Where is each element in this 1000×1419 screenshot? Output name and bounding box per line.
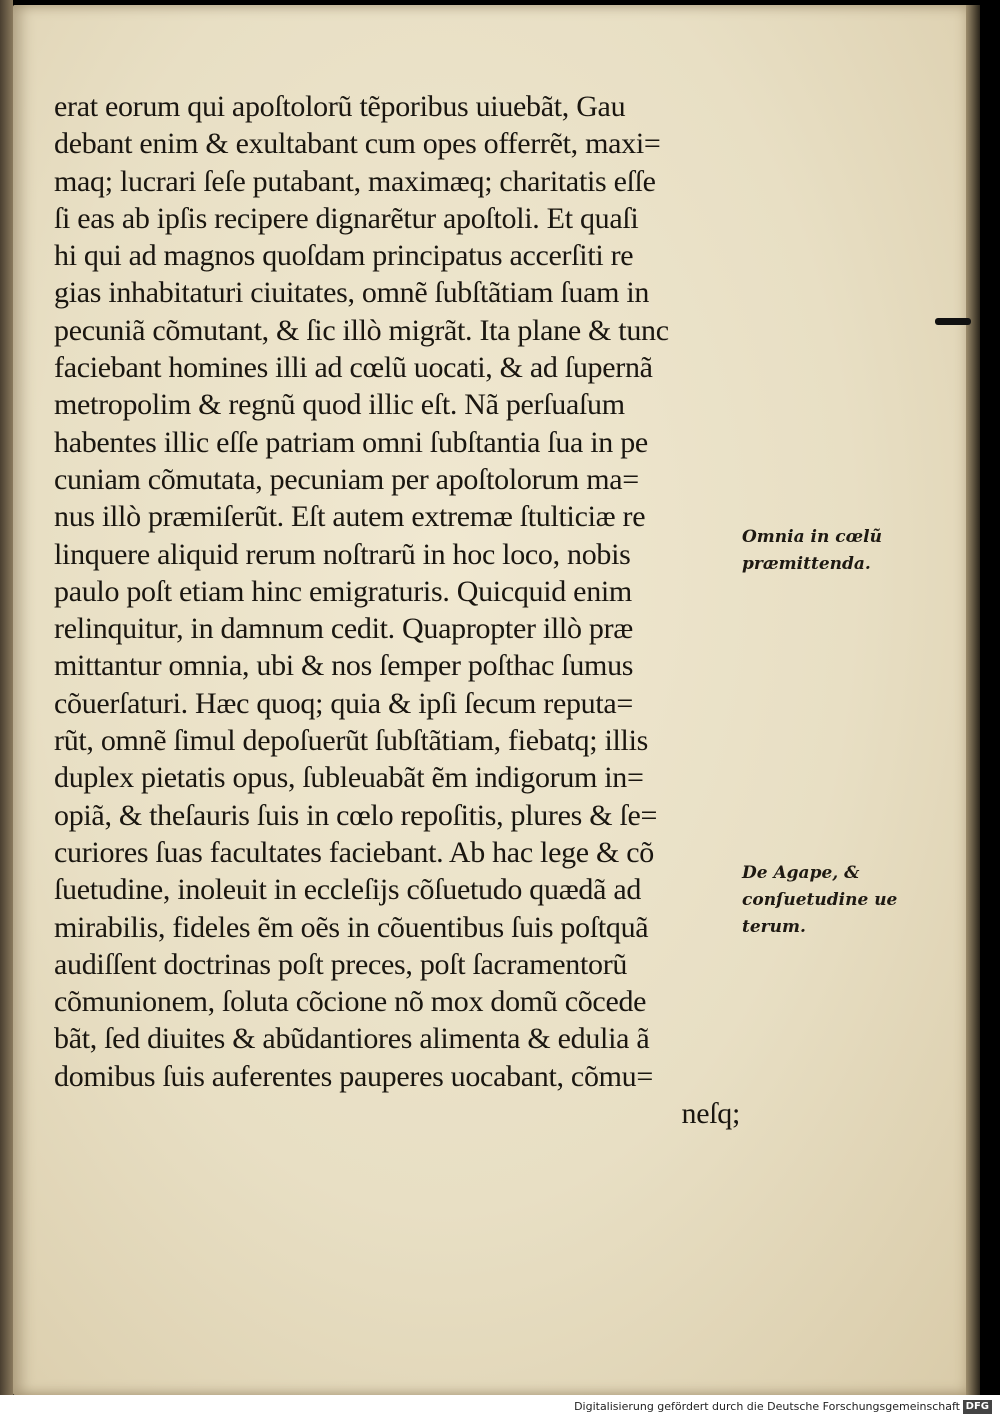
text-line: cuniam cõmutata, pecuniam per apoſtolorum ma= — [54, 462, 639, 496]
text-line: ſuetudine, inoleuit in eccleſijs cõſuetudo quædã ad — [54, 873, 642, 907]
text-line: erat eorum qui apoſtolorũ tẽporibus uiuebãt, Gau — [54, 90, 626, 123]
dfg-logo: DFG — [963, 1400, 992, 1414]
marginal-line: Omnia in cœlũ — [742, 527, 882, 547]
text-line: paulo poſt etiam hinc emigraturis. Quicquid enim — [54, 574, 632, 608]
marginal-note-agape — [742, 860, 897, 941]
catchword: neſq; — [681, 1097, 740, 1131]
page-edge-shadow — [966, 5, 980, 1395]
text-line: rũt, omnẽ ſimul depoſuerũt ſubſtãtiam, fiebatq; illis — [54, 724, 648, 758]
text-line: domibus ſuis auferentes pauperes uocabant, cõmu= — [54, 1059, 654, 1093]
text-line: cõuerſaturi. Hæc quoq; quia & ipſi ſecum reputa= — [54, 686, 634, 720]
book-cover-edge — [0, 0, 13, 1395]
marginal-line: conſuetudine ue — [742, 890, 898, 910]
main-text-block — [54, 88, 744, 1132]
text-line: cõmunionem, ſoluta cõcione nõ mox domũ cõcede — [54, 985, 647, 1019]
text-line: pecuniã cõmutant, & ſic illò migrãt. Ita plane & tunc — [54, 313, 669, 347]
marginal-line: præmittenda. — [742, 554, 871, 574]
text-line: curiores ſuas facultates faciebant. Ab hac lege & cõ — [54, 835, 654, 869]
text-line: ſi eas ab ipſis recipere dignarẽtur apoſtoli. Et quaſi — [54, 201, 639, 235]
text-line: faciebant homines illi ad cœlũ uocati, & ad ſupernã — [54, 351, 653, 385]
marginal-line: terum. — [742, 917, 806, 937]
text-line: duplex pietatis opus, ſubleuabãt ẽm indigorum in= — [54, 761, 644, 795]
text-line: gias inhabitaturi ciuitates, omnẽ ſubſtãtiam ſuam in — [54, 276, 650, 310]
text-line: maq; lucrari ſeſe putabant, maximæq; charitatis eſſe — [54, 164, 656, 198]
text-line: linquere aliquid rerum noſtrarũ in hoc loco, nobis — [54, 537, 631, 571]
text-line: metropolim & regnũ quod illic eſt. Nã perſuaſum — [54, 388, 625, 422]
text-line: habentes illic eſſe patriam omni ſubſtantia ſua in pe — [54, 425, 648, 459]
marginal-note-omnia — [742, 524, 882, 578]
text-line: debant enim & exultabant cum opes offerrẽt, maxi= — [54, 127, 661, 161]
text-line: nus illò præmiſerũt. Eſt autem extremæ ſtulticiæ re — [54, 500, 646, 534]
text-line: relinquitur, in damnum cedit. Quapropter illò præ — [54, 612, 633, 646]
footer-credit: Digitalisierung gefördert durch die Deutsche Forschungsgemeinschaft — [574, 1400, 960, 1413]
text-line: bãt, ſed diuites & abũdantiores alimenta & edulia ã — [54, 1022, 650, 1056]
text-line: hi qui ad magnos quoſdam principatus accerſiti re — [54, 239, 634, 273]
text-line: audiſſent doctrinas poſt preces, poſt ſacramentorũ — [54, 947, 628, 981]
bookmark-tab — [935, 318, 971, 325]
text-line: mirabilis, fideles ẽm oẽs in cõuentibus ſuis poſtquã — [54, 910, 649, 944]
text-line: opiã, & theſauris ſuis in cœlo repoſitis, plures & ſe= — [54, 798, 658, 832]
marginal-line: De Agape, & — [742, 863, 860, 883]
text-line: mittantur omnia, ubi & nos ſemper poſthac ſumus — [54, 649, 634, 683]
